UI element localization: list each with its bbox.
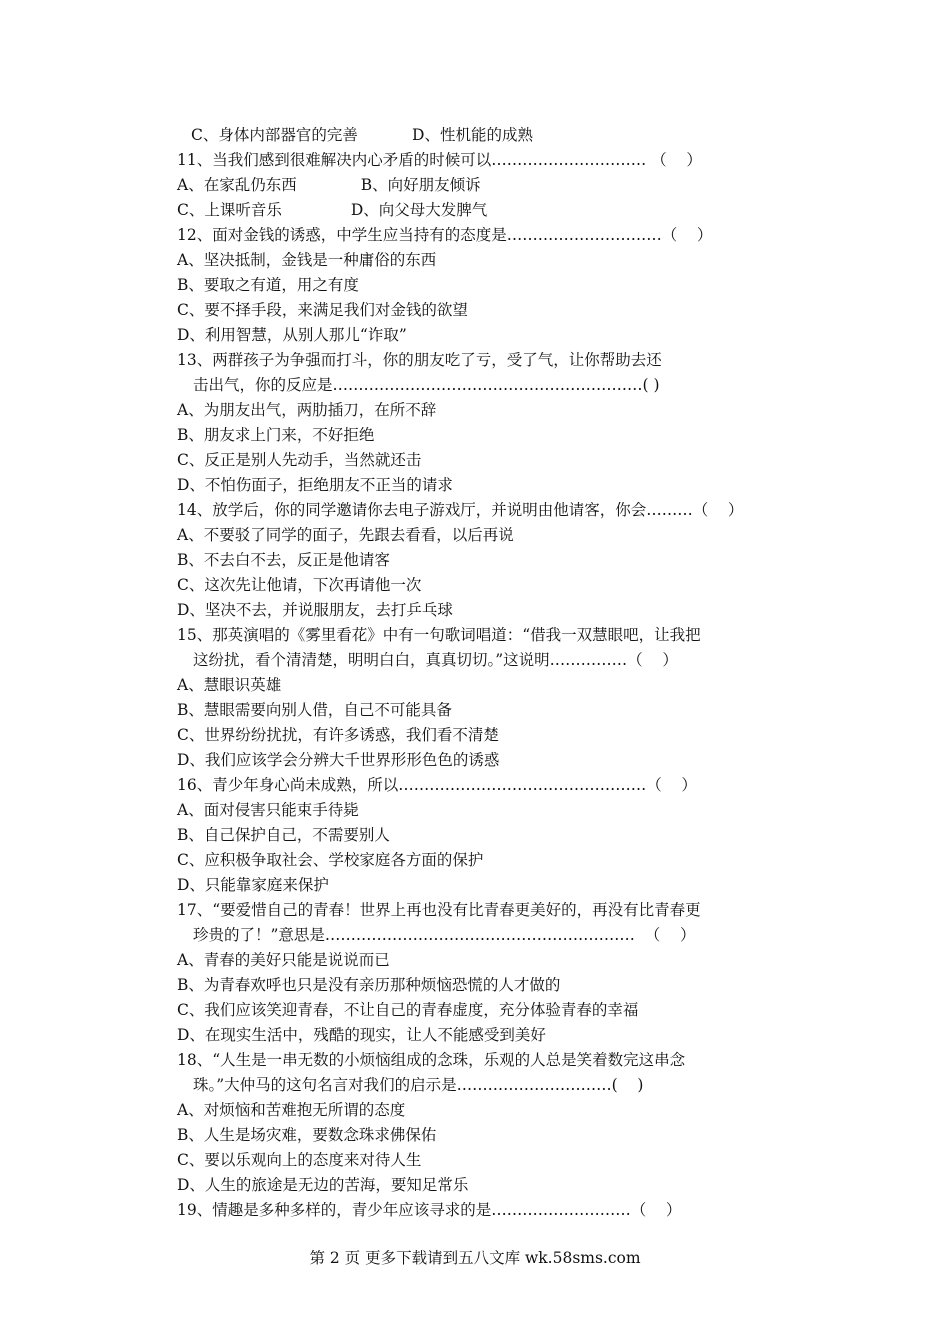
option-14a: A、不要驳了同学的面子，先跟去看看，以后再说 <box>177 526 514 544</box>
option-line-10cd: C、身体内部器官的完善 D、性机能的成熟 <box>191 126 533 144</box>
option-18a: A、对烦恼和苦难抱无所谓的态度 <box>177 1101 406 1119</box>
option-18d: D、人生的旅途是无边的苦海，要知足常乐 <box>177 1176 469 1194</box>
option-12c: C、要不择手段，来满足我们对金钱的欲望 <box>177 301 468 319</box>
question-16: 16、青少年身心尚未成熟，所以…………………………………………（ ） <box>177 776 697 794</box>
option-14b: B、不去白不去，反正是他请客 <box>177 551 390 569</box>
option-13b: B、朋友求上门来，不好拒绝 <box>177 426 375 444</box>
question-12: 12、面对金钱的诱惑，中学生应当持有的态度是…………………………（ ） <box>177 226 713 244</box>
question-13-cont: 击出气，你的反应是……………………………………………………( ) <box>193 376 660 394</box>
option-17c: C、我们应该笑迎青春，不让自己的青春虚度，充分体验青春的幸福 <box>177 1001 639 1019</box>
question-15-cont: 这纷扰，看个清清楚，明明白白，真真切切。”这说明……………（ ） <box>193 651 678 669</box>
option-15c: C、世界纷纷扰扰，有许多诱惑，我们看不清楚 <box>177 726 499 744</box>
option-12d: D、利用智慧，从别人那儿“诈取” <box>177 326 407 344</box>
option-16d: D、只能靠家庭来保护 <box>177 876 329 894</box>
option-16b: B、自己保护自己，不需要别人 <box>177 826 390 844</box>
question-15: 15、那英演唱的《雾里看花》中有一句歌词唱道：“借我一双慧眼吧，让我把 <box>177 626 701 644</box>
option-15a: A、慧眼识英雄 <box>177 676 282 694</box>
question-17-cont: 珍贵的了！”意思是…………………………………………………… （ ） <box>193 926 696 944</box>
option-17d: D、在现实生活中，残酷的现实，让人不能感受到美好 <box>177 1026 546 1044</box>
question-18: 18、“人生是一串无数的小烦恼组成的念珠，乐观的人总是笑着数完这串念 <box>177 1051 686 1069</box>
option-13a: A、为朋友出气，两肋插刀，在所不辞 <box>177 401 437 419</box>
option-13c: C、反正是别人先动手，当然就还击 <box>177 451 422 469</box>
question-18-cont: 珠。”大仲马的这句名言对我们的启示是…………………………( ) <box>193 1076 644 1094</box>
option-14d: D、坚决不去，并说服朋友，去打乒乓球 <box>177 601 453 619</box>
option-12a: A、坚决抵制，金钱是一种庸俗的东西 <box>177 251 437 269</box>
option-15d: D、我们应该学会分辨大千世界形形色色的诱惑 <box>177 751 500 769</box>
option-18b: B、人生是场灾难，要数念珠求佛保佑 <box>177 1126 437 1144</box>
question-19: 19、情趣是多种多样的，青少年应该寻求的是………………………（ ） <box>177 1201 682 1219</box>
question-14: 14、放学后，你的同学邀请你去电子游戏厅，并说明由他请客，你会………（ ） <box>177 501 744 519</box>
option-16a: A、面对侵害只能束手待毙 <box>177 801 359 819</box>
option-16c: C、应积极争取社会、学校家庭各方面的保护 <box>177 851 484 869</box>
option-12b: B、要取之有道，用之有度 <box>177 276 359 294</box>
option-line-11cd: C、上课听音乐 D、向父母大发脾气 <box>177 201 488 219</box>
option-line-11ab: A、在家乱仍东西 B、向好朋友倾诉 <box>177 176 481 194</box>
option-15b: B、慧眼需要向别人借，自己不可能具备 <box>177 701 452 719</box>
option-18c: C、要以乐观向上的态度来对待人生 <box>177 1151 422 1169</box>
option-17b: B、为青春欢呼也只是没有亲历那种烦恼恐慌的人才做的 <box>177 976 561 994</box>
question-17: 17、“要爱惜自己的青春！世界上再也没有比青春更美好的，再没有比青春更 <box>177 901 701 919</box>
option-17a: A、青春的美好只能是说说而已 <box>177 951 390 969</box>
option-13d: D、不怕伤面子，拒绝朋友不正当的请求 <box>177 476 453 494</box>
option-14c: C、这次先让他请，下次再请他一次 <box>177 576 422 594</box>
question-13: 13、两群孩子为争强而打斗，你的朋友吃了亏，受了气，让你帮助去还 <box>177 351 662 369</box>
question-11: 11、当我们感到很难解决内心矛盾的时候可以………………………… （ ） <box>177 151 702 169</box>
page-footer: 第 2 页 更多下载请到五八文库 wk.58sms.com <box>309 1249 641 1267</box>
